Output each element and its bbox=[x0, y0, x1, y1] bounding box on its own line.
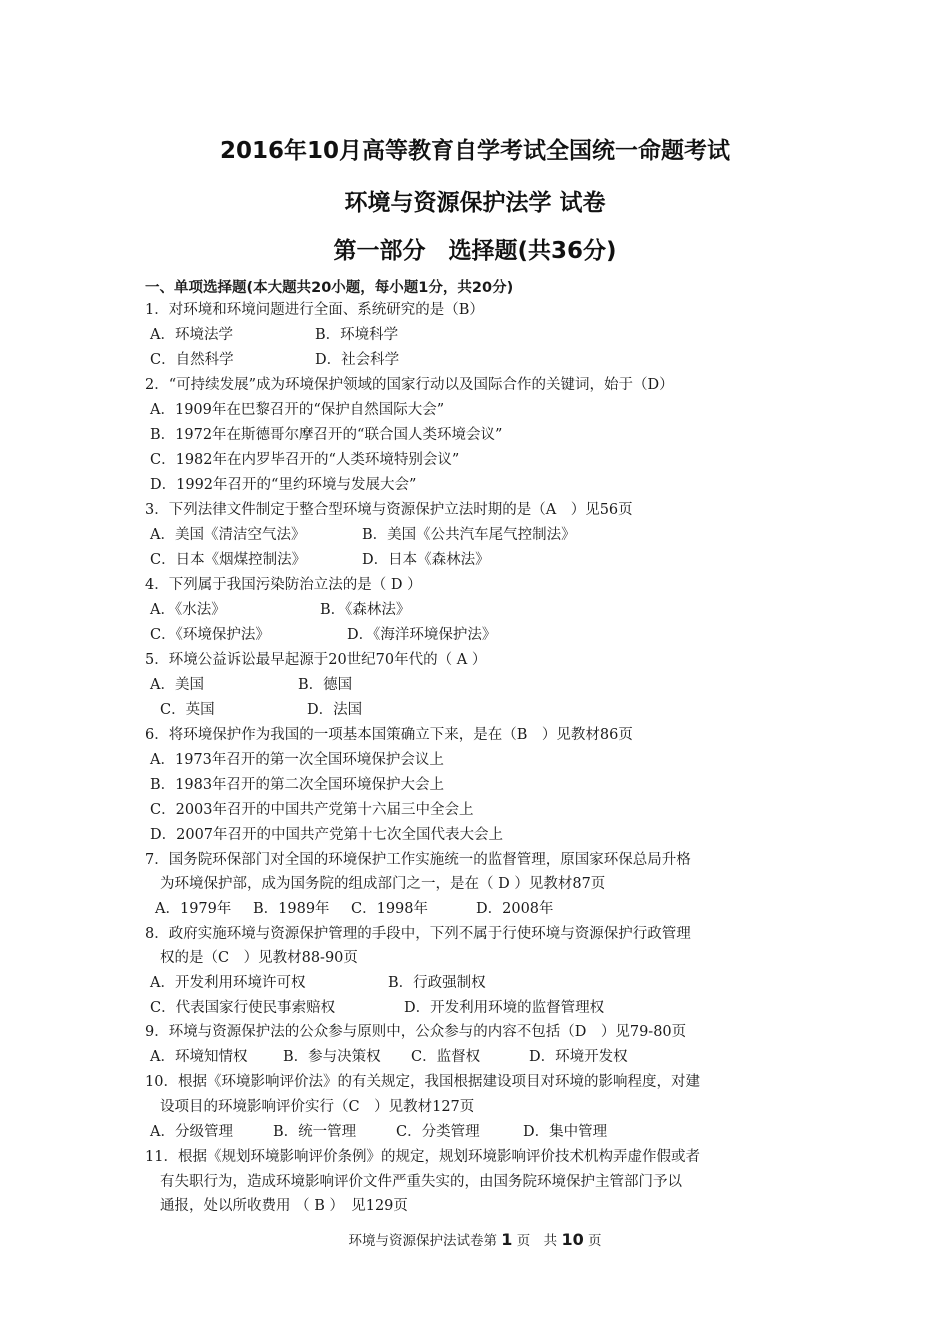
option: C．1982年在内罗毕召开的“人类环境特别会议” bbox=[150, 452, 460, 468]
option: C．分类管理 bbox=[396, 1124, 480, 1140]
question-stem: 4．下列属于我国污染防治立法的是（ D ） bbox=[145, 577, 422, 593]
option: B．1983年召开的第二次全国环境保护大会上 bbox=[150, 777, 445, 793]
page-number: 1 bbox=[501, 1230, 513, 1249]
question-stem: 2．“可持续发展”成为环境保护领域的国家行动以及国际合作的关键词，始于（D） bbox=[145, 377, 674, 393]
option: D．2008年 bbox=[476, 901, 554, 917]
question-stem-continued: 权的是（C ）见教材88-90页 bbox=[160, 950, 358, 966]
option: C．1998年 bbox=[351, 901, 428, 917]
option-row bbox=[150, 550, 490, 570]
option: A．《水法》 bbox=[150, 602, 226, 618]
question-stem-continued: 为环境保护部，成为国务院的组成部门之一，是在（ D ）见教材87页 bbox=[160, 876, 606, 892]
footer-suffix: 页 bbox=[588, 1233, 602, 1249]
option-row bbox=[150, 350, 399, 370]
option: B．行政强制权 bbox=[388, 975, 486, 991]
exam-title: 2016年10月高等教育自学考试全国统一命题考试 bbox=[219, 138, 731, 164]
footer-prefix: 环境与资源保护法试卷第 bbox=[348, 1233, 497, 1249]
option: D．日本《森林法》 bbox=[362, 552, 490, 568]
question-stem: 11．根据《规划环境影响评价条例》的规定，规划环境影响评价技术机构弄虚作假或者 bbox=[145, 1149, 700, 1165]
exam-subject: 环境与资源保护法学 试卷 bbox=[344, 190, 606, 216]
option-row bbox=[150, 625, 496, 645]
option-row bbox=[160, 700, 362, 720]
option-row bbox=[155, 899, 554, 919]
option: B．美国《公共汽车尾气控制法》 bbox=[362, 527, 576, 543]
option: D．法国 bbox=[307, 702, 363, 718]
question-stem: 6．将环境保护作为我国的一项基本国策确立下来，是在（B ）见教材86页 bbox=[145, 727, 633, 743]
option-row bbox=[150, 998, 604, 1018]
option: A．分级管理 bbox=[150, 1124, 233, 1140]
option: B．环境科学 bbox=[315, 327, 399, 343]
option: C．代表国家行使民事索赔权 bbox=[150, 1000, 336, 1016]
option-row bbox=[150, 1122, 607, 1142]
question-stem: 10．根据《环境影响评价法》的有关规定，我国根据建设项目对环境的影响程度，对建 bbox=[145, 1074, 700, 1090]
option: A．开发利用环境许可权 bbox=[150, 975, 306, 991]
option: D．环境开发权 bbox=[529, 1049, 628, 1065]
option: C．《环境保护法》 bbox=[150, 627, 270, 643]
question-stem: 9．环境与资源保护法的公众参与原则中，公众参与的内容不包括（D ）见79-80页 bbox=[145, 1024, 687, 1040]
option: B．《森林法》 bbox=[320, 602, 411, 618]
option: D．集中管理 bbox=[523, 1124, 608, 1140]
question-stem: 7．国务院环保部门对全国的环境保护工作实施统一的监督管理，原国家环保总局升格 bbox=[145, 852, 691, 868]
option: A．美国 bbox=[150, 677, 204, 693]
option-row bbox=[150, 973, 486, 993]
footer-middle: 页 共 bbox=[516, 1233, 558, 1249]
page-total: 10 bbox=[561, 1230, 584, 1249]
question-stem: 5．环境公益诉讼最早起源于20世纪70年代的（ A ） bbox=[145, 652, 487, 668]
option: D．1992年召开的“里约环境与发展大会” bbox=[150, 477, 417, 493]
option-row bbox=[150, 600, 410, 620]
option: C．2003年召开的中国共产党第十六届三中全会上 bbox=[150, 802, 474, 818]
part-heading: 第一部分 选择题(共36分) bbox=[333, 238, 617, 264]
option: A．环境法学 bbox=[150, 327, 233, 343]
option: B．德国 bbox=[298, 677, 353, 693]
question-stem: 3．下列法律文件制定于整合型环境与资源保护立法时期的是（A ）见56页 bbox=[145, 502, 633, 518]
option: A．1979年 bbox=[155, 901, 232, 917]
option-row bbox=[150, 525, 576, 545]
question-stem-continued: 设项目的环境影响评价实行（C ）见教材127页 bbox=[160, 1099, 475, 1115]
question-stem-continued: 有失职行为，造成环境影响评价文件严重失实的，由国务院环境保护主管部门予以 bbox=[160, 1174, 682, 1190]
option: B．统一管理 bbox=[273, 1124, 357, 1140]
option: D．开发利用环境的监督管理权 bbox=[404, 1000, 605, 1016]
option-row bbox=[150, 675, 352, 695]
option: A．美国《清洁空气法》 bbox=[150, 527, 306, 543]
option: B．1972年在斯德哥尔摩召开的“联合国人类环境会议” bbox=[150, 427, 503, 443]
question-stem: 8．政府实施环境与资源保护管理的手段中，下列不属于行使环境与资源保护行政管理 bbox=[145, 926, 691, 942]
option: C．监督权 bbox=[411, 1049, 481, 1065]
page-footer bbox=[0, 1229, 950, 1249]
option: C．自然科学 bbox=[150, 352, 234, 368]
option: D．社会科学 bbox=[315, 352, 400, 368]
option: A．1909年在巴黎召开的“保护自然国际大会” bbox=[150, 402, 445, 418]
option: A．1973年召开的第一次全国环境保护会议上 bbox=[150, 752, 444, 768]
option: D．2007年召开的中国共产党第十七次全国代表大会上 bbox=[150, 827, 504, 843]
option: D．《海洋环境保护法》 bbox=[347, 627, 497, 643]
option: C．英国 bbox=[160, 702, 215, 718]
question-stem-continued: 通报，处以所收费用 （ B ） 见129页 bbox=[160, 1198, 408, 1214]
option-row bbox=[150, 325, 398, 345]
option-row bbox=[150, 1047, 628, 1067]
option: C．日本《烟煤控制法》 bbox=[150, 552, 307, 568]
question-stem: 1．对环境和环境问题进行全面、系统研究的是（B） bbox=[145, 302, 484, 318]
option: A．环境知情权 bbox=[150, 1049, 248, 1065]
option: B．1989年 bbox=[253, 901, 330, 917]
option: B．参与决策权 bbox=[283, 1049, 381, 1065]
section-heading: 一、单项选择题(本大题共20小题，每小题1分，共20分) bbox=[145, 280, 514, 296]
